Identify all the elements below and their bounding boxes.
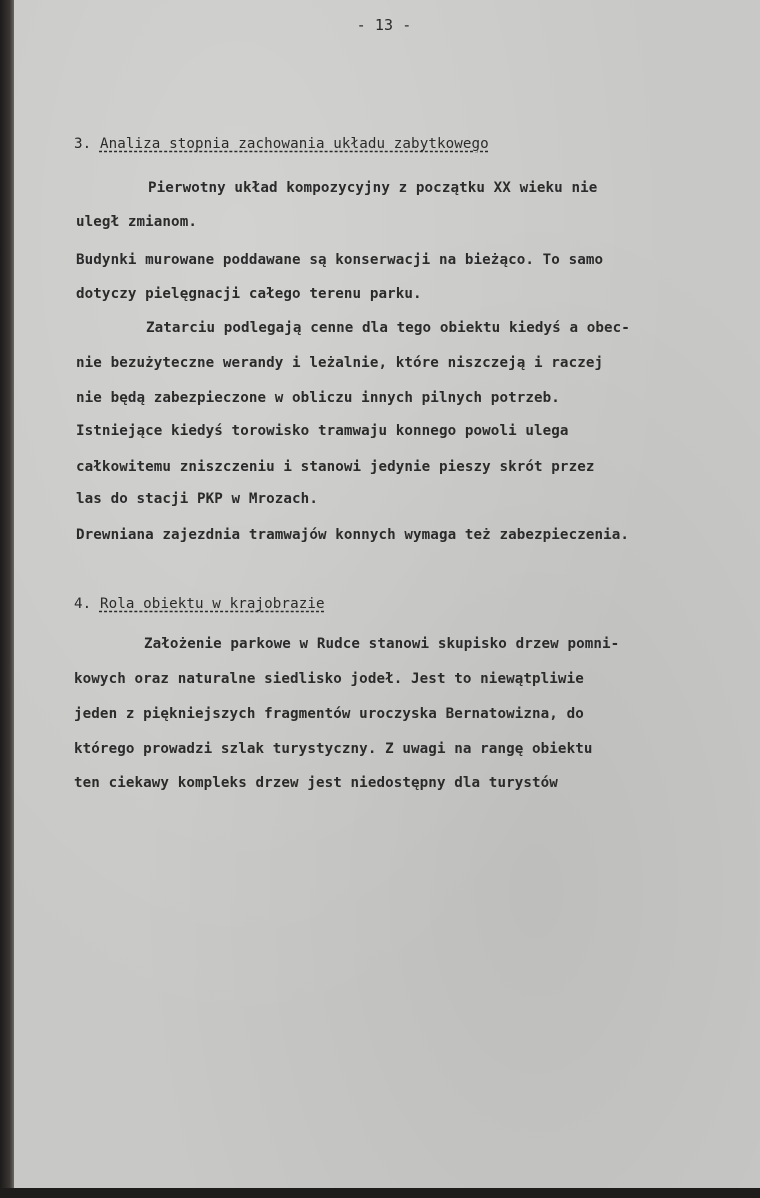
section-3-line: nie będą zabezpieczone w obliczu innych pilnych potrzeb. — [76, 390, 560, 406]
section-4-title: Rola obiektu w krajobrazie — [99, 596, 325, 612]
section-3-line: Istniejące kiedyś torowisko tramwaju konnego powoli ulega — [76, 423, 569, 439]
section-3-line: nie bezużyteczne werandy i leżalnie, które niszczeją i raczej — [76, 355, 604, 371]
section-4-line: Założenie parkowe w Rudce stanowi skupisko drzew pomni- — [144, 636, 620, 652]
section-3-line: Zatarciu podlegają cenne dla tego obiektu kiedyś a obec- — [146, 320, 630, 336]
page-left-edge-shadow — [0, 0, 14, 1198]
section-3-line: Pierwotny układ kompozycyjny z początku XX wieku nie — [148, 180, 598, 196]
section-3-line: uległ zmianom. — [76, 214, 197, 230]
section-4-line: jeden z piękniejszych fragmentów uroczyska Bernatowizna, do — [74, 706, 584, 722]
page-number: - 13 - — [356, 16, 412, 34]
section-3-line: dotyczy pielęgnacji całego terenu parku. — [76, 286, 422, 302]
section-3-heading — [74, 136, 489, 152]
section-3-line: całkowitemu zniszczeniu i stanowi jedynie pieszy skrót przez — [76, 459, 595, 475]
section-4-line: którego prowadzi szlak turystyczny. Z uwagi na rangę obiektu — [74, 741, 593, 757]
section-4-number: 4. — [74, 596, 92, 612]
document-page — [14, 0, 760, 1188]
section-3-number: 3. — [74, 136, 92, 152]
section-3-title: Analiza stopnia zachowania układu zabytkowego — [99, 136, 489, 152]
page-bottom-edge-shadow — [0, 1188, 760, 1198]
section-4-line: kowych oraz naturalne siedlisko jodeł. Jest to niewątpliwie — [74, 671, 584, 687]
section-3-line: las do stacji PKP w Mrozach. — [76, 491, 318, 507]
section-3-line: Drewniana zajezdnia tramwajów konnych wymaga też zabezpieczenia. — [76, 527, 630, 543]
section-4-line: ten ciekawy kompleks drzew jest niedostępny dla turystów — [74, 775, 558, 791]
section-4-heading — [74, 596, 325, 612]
section-3-line: Budynki murowane poddawane są konserwacji na bieżąco. To samo — [76, 252, 604, 268]
